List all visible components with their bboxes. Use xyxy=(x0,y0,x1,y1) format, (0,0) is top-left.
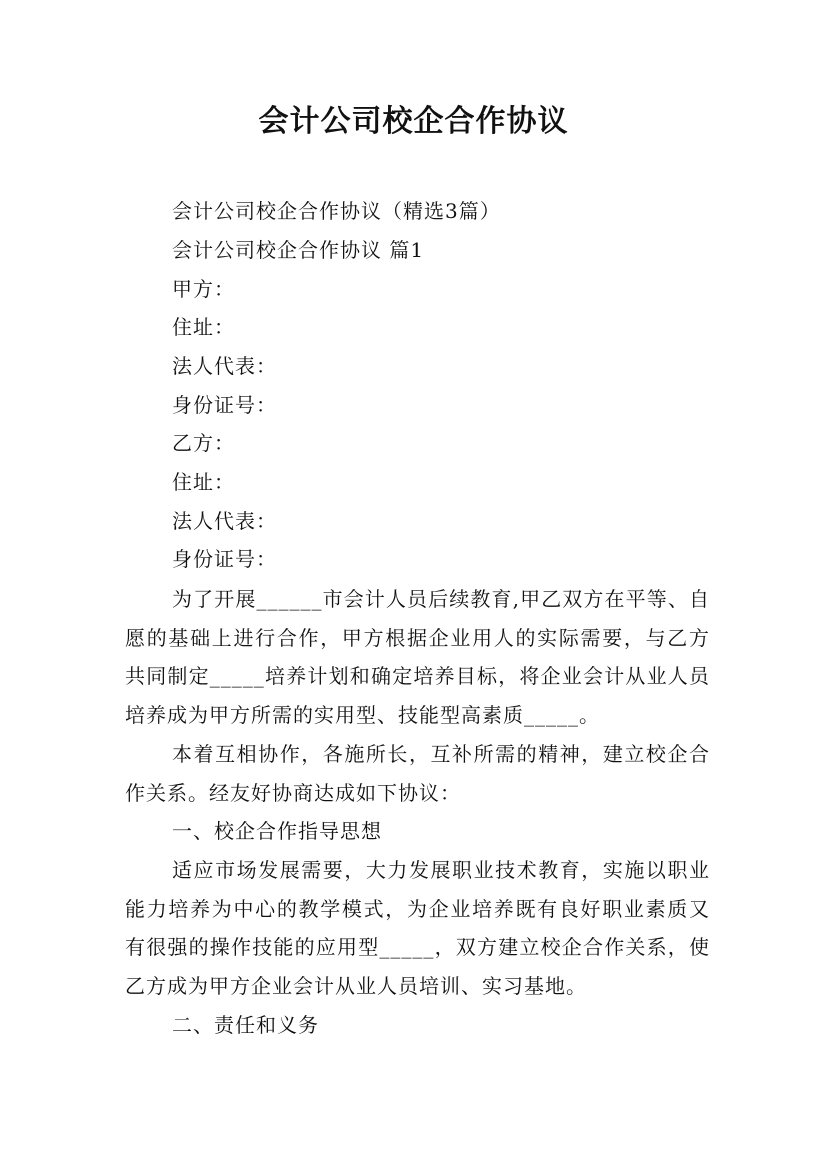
paragraph-heading-guiding-ideology: 一、校企合作指导思想 xyxy=(172,819,382,844)
section-heading-line: 会计公司校企合作协议 篇1 xyxy=(172,238,425,262)
paragraph-guiding-ideology: 适应市场发展需要，大力发展职业技术教育，实施以职业能力培养为中心的教学模式，为企业培养既有良好职业素质又有很强的操作技能的应用型_____，双方建立校企合作关系，使乙方成为甲方企业会计从业人员培训、实习基地。 xyxy=(125,857,710,999)
body-paragraphs xyxy=(125,580,710,1044)
party-a-label: 甲方： xyxy=(172,277,235,301)
party-b-address-label: 住址： xyxy=(172,470,235,494)
party-a-address-label: 住址： xyxy=(172,315,235,339)
paragraph-purpose: 为了开展______市会计人员后续教育,甲乙双方在平等、自愿的基础上进行合作，甲方根据企业用人的实际需要，与乙方共同制定_____培养计划和确定培养目标，将企业会计从业人员培养成为甲方所需的实用型、技能型高素质_____。 xyxy=(125,587,710,728)
subtitle-line: 会计公司校企合作协议（精选3篇） xyxy=(172,199,501,223)
document-title: 会计公司校企合作协议 xyxy=(258,104,569,139)
paragraph-heading-responsibilities: 二、责任和义务 xyxy=(172,1012,319,1037)
party-a-id-label: 身份证号： xyxy=(172,393,277,417)
party-b-id-label: 身份证号： xyxy=(172,547,277,571)
party-b-label: 乙方： xyxy=(172,431,235,455)
party-a-legal-rep-label: 法人代表： xyxy=(172,354,277,378)
party-b-legal-rep-label: 法人代表： xyxy=(172,509,277,533)
paragraph-cooperation-spirit: 本着互相协作，各施所长，互补所需的精神，建立校企合作关系。经友好协商达成如下协议： xyxy=(125,741,710,805)
